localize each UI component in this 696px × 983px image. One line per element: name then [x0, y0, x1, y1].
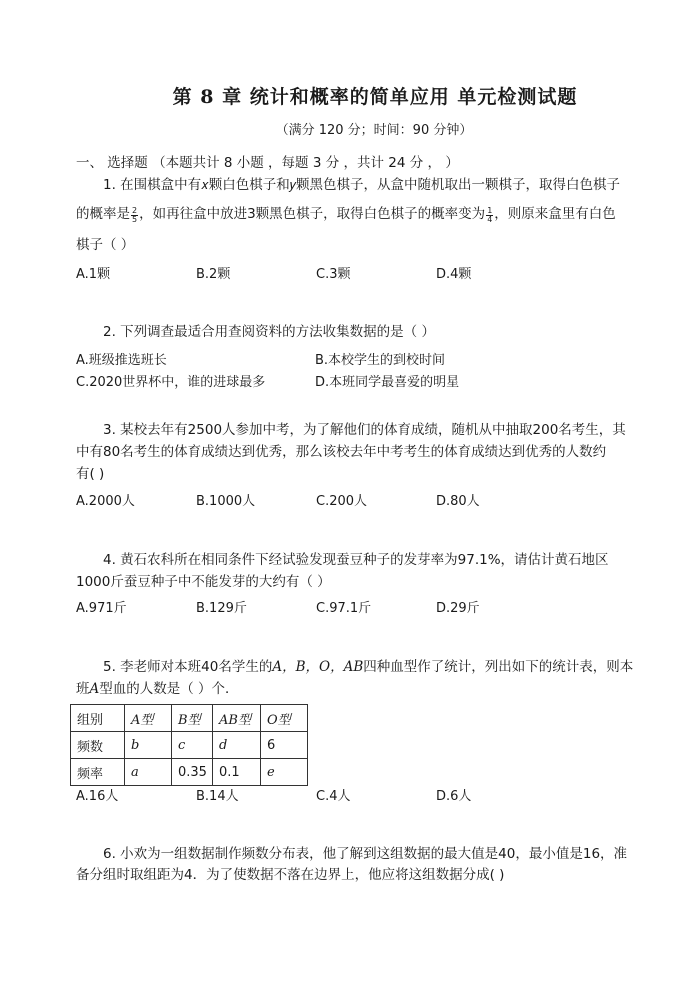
q4-option-d: D.29斤 — [436, 601, 480, 616]
q4-option-c: C.97.1斤 — [316, 601, 372, 616]
q3-line1: 3. 某校去年有2500人参加中考，为了解他们的体育成绩，随机从中抽取200名考生，其 — [103, 422, 626, 438]
table-cell: A型 — [125, 705, 172, 732]
q5-line2 — [76, 677, 239, 697]
q5-option-b: B.14人 — [196, 789, 239, 804]
q1-fraction-2: $\frac{1}{4}$ — [487, 206, 493, 224]
table-cell: 0.1 — [213, 759, 261, 786]
q1-option-c: C.3颗 — [316, 267, 351, 282]
table-cell: AB型 — [213, 705, 261, 732]
q4-line1: 4. 黄石农科所在相同条件下经试验发现蚕豆种子的发芽率为97.1%，请估计黄石地区 — [103, 552, 609, 568]
table-row — [71, 759, 308, 786]
q3-line3: 有( ) — [76, 466, 105, 482]
q3-option-b: B.1000人 — [196, 494, 256, 509]
q2-option-c: C.2020世界杯中，谁的进球最多 — [76, 375, 266, 390]
q5-line2-b: 型血的人数是（ ）个． — [99, 681, 239, 697]
q5-option-a: A.16人 — [76, 789, 119, 804]
table-cell: 0.35 — [172, 759, 213, 786]
table-cell: e — [261, 759, 308, 786]
q1-line1: 1. 在围棋盒中有𝑥颗白色棋子和𝑦颗黑色棋子，从盒中随机取出一颗棋子，取得白色棋子 — [103, 177, 620, 193]
section-heading: 一、 选择题 （本题共计 8 小题 ，每题 3 分 ，共计 24 分 ， ） — [76, 155, 459, 171]
table-row — [71, 705, 308, 732]
page-subtitle: （满分 120 分；时间：90 分钟） — [275, 123, 473, 138]
q5-line2-var: A — [89, 681, 100, 697]
q5-line1-b: 四种血型作了统计，列出如下的统计表，则本 — [363, 659, 634, 675]
table-cell: O型 — [261, 705, 308, 732]
q2-option-b: B.本校学生的到校时间 — [315, 353, 446, 368]
q4-line2: 1000斤蚕豆种子中不能发芽的大约有（ ） — [76, 574, 331, 590]
table-row — [71, 732, 308, 759]
q1-line2-b: ，如再往盒中放进3颗黑色棋子，取得白色棋子的概率变为 — [139, 206, 486, 222]
q5-line1-a: 5. 李老师对本班40名学生的 — [103, 659, 273, 675]
q2-line1: 2. 下列调查最适合用查阅资料的方法收集数据的是（ ） — [103, 324, 435, 340]
q4-option-a: A.971斤 — [76, 601, 127, 616]
q5-option-c: C.4人 — [316, 789, 351, 804]
table-cell: b — [125, 732, 172, 759]
page-title: 第 8 章 统计和概率的简单应用 单元检测试题 — [172, 86, 578, 108]
q3-line2: 中有80名考生的体育成绩达到优秀，那么该校去年中考考生的体育成绩达到优秀的人数约 — [76, 444, 607, 460]
q1-option-a: A.1颗 — [76, 267, 111, 282]
q1-line2-a: 的概率是 — [76, 206, 130, 222]
q5-line2-a: 班 — [76, 681, 90, 697]
q4-option-b: B.129斤 — [196, 601, 247, 616]
q1-option-d: D.4颗 — [436, 267, 472, 282]
table-cell: 组别 — [71, 705, 125, 732]
q3-option-a: A.2000人 — [76, 494, 135, 509]
q3-option-d: D.80人 — [436, 494, 480, 509]
q1-fraction-1: $\frac{2}{5}$ — [132, 206, 138, 224]
q2-option-a: A.班级推选班长 — [76, 353, 167, 368]
q1-line3: 棋子（ ） — [76, 237, 135, 253]
table-cell: 频数 — [71, 732, 125, 759]
q5-line1 — [103, 655, 633, 675]
table-cell: 6 — [261, 732, 308, 759]
q6-line2: 备分组时取组距为4．为了使数据不落在边界上，他应将这组数据分成( ) — [76, 867, 505, 883]
q2-option-d: D.本班同学最喜爱的明星 — [315, 375, 460, 390]
blood-type-table — [70, 704, 308, 786]
q5-option-d: D.6人 — [436, 789, 472, 804]
q1-option-b: B.2颗 — [196, 267, 231, 282]
q5-blood-groups: A，B，O，AB — [272, 659, 364, 675]
table-cell: 频率 — [71, 759, 125, 786]
table-cell: d — [213, 732, 261, 759]
table-cell: B型 — [172, 705, 213, 732]
table-cell: a — [125, 759, 172, 786]
q6-line1: 6. 小欢为一组数据制作频数分布表，他了解到这组数据的最大值是40，最小值是16，准 — [103, 846, 628, 862]
q1-line2-c: ，则原来盒里有白色 — [494, 206, 616, 222]
table-cell: c — [172, 732, 213, 759]
q3-option-c: C.200人 — [316, 494, 368, 509]
q1-line2 — [76, 202, 616, 224]
